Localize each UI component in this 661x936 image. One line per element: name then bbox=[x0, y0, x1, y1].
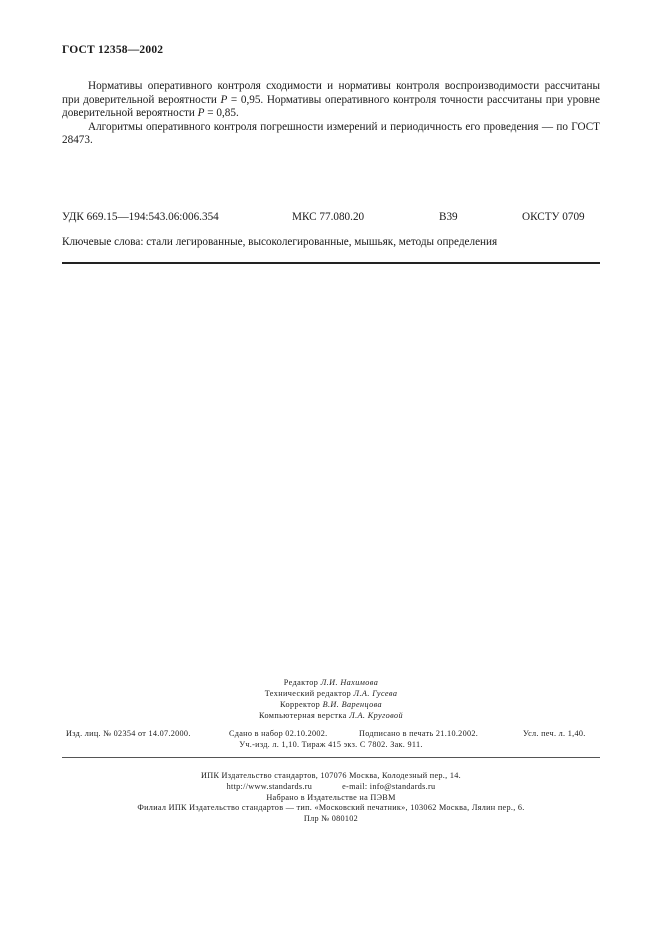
mks-code: МКС 77.080.20 bbox=[292, 211, 365, 223]
probability-symbol: P bbox=[220, 93, 228, 106]
credit-editor: Редактор Л.И. Нахимова bbox=[283, 678, 379, 687]
credits-block bbox=[62, 677, 600, 721]
keywords: Ключевые слова: стали легированные, высоколегированные, мышьяк, методы определения bbox=[62, 236, 498, 248]
print-run-line: Уч.-изд. л. 1,10. Тираж 415 экз. С 7802. Зак. 911. bbox=[239, 740, 423, 749]
classification-row bbox=[62, 211, 600, 225]
credit-corrector: Корректор В.И. Варенцова bbox=[280, 700, 382, 709]
body-text bbox=[62, 80, 600, 148]
udk-code: УДК 669.15—194:543.06:006.354 bbox=[62, 211, 219, 223]
paragraph-text: = 0,95. Нормативы оперативного контроля точности рассчитаны при уровне доверительной вероятности bbox=[62, 93, 600, 120]
okstu-code: ОКСТУ 0709 bbox=[522, 211, 585, 223]
publisher-typeset: Набрано в Издательстве на ПЭВМ bbox=[266, 792, 396, 802]
publisher-block bbox=[62, 771, 600, 825]
page-header-doc-code: ГОСТ 12358—2002 bbox=[62, 44, 164, 56]
publisher-branch: Филиал ИПК Издательство стандартов — тип. «Московский печатник», 103062 Москва, Лялин пер., 6. bbox=[137, 803, 525, 813]
publisher-license: Плр № 080102 bbox=[303, 814, 359, 824]
paragraph-confidence bbox=[62, 80, 600, 121]
probability-symbol: P bbox=[197, 107, 205, 120]
license-number: Изд. лиц. № 02354 от 14.07.2000. bbox=[66, 729, 191, 738]
publisher-contacts bbox=[62, 782, 600, 793]
divider-thick bbox=[62, 262, 600, 264]
sent-date: Сдано в набор 02.10.2002. bbox=[229, 729, 328, 738]
publisher-email: e-mail: info@standards.ru bbox=[342, 781, 436, 791]
paragraph-text: = 0,85. bbox=[204, 107, 239, 120]
paragraph-algorithms: Алгоритмы оперативного контроля погрешности измерений и периодичность его проведения — по ГОСТ 28473. bbox=[62, 120, 600, 147]
print-sheets: Усл. печ. л. 1,40. bbox=[523, 729, 586, 738]
signed-date: Подписано в печать 21.10.2002. bbox=[359, 729, 479, 738]
print-info-line bbox=[66, 729, 596, 740]
credit-tech-editor: Технический редактор Л.А. Гусева bbox=[264, 689, 398, 698]
publisher-website: http://www.standards.ru bbox=[226, 781, 313, 791]
credit-layout: Компьютерная верстка Л.А. Круговой bbox=[259, 711, 403, 720]
category-code: В39 bbox=[439, 211, 458, 223]
paragraph-text: Нормативы оперативного контроля сходимости и нормативы контроля воспроизводимости рассчитаны при доверительной вероятности bbox=[62, 80, 600, 106]
publisher-address: ИПК Издательство стандартов, 107076 Москва, Колодезный пер., 14. bbox=[201, 771, 461, 780]
divider-thin bbox=[62, 757, 600, 758]
